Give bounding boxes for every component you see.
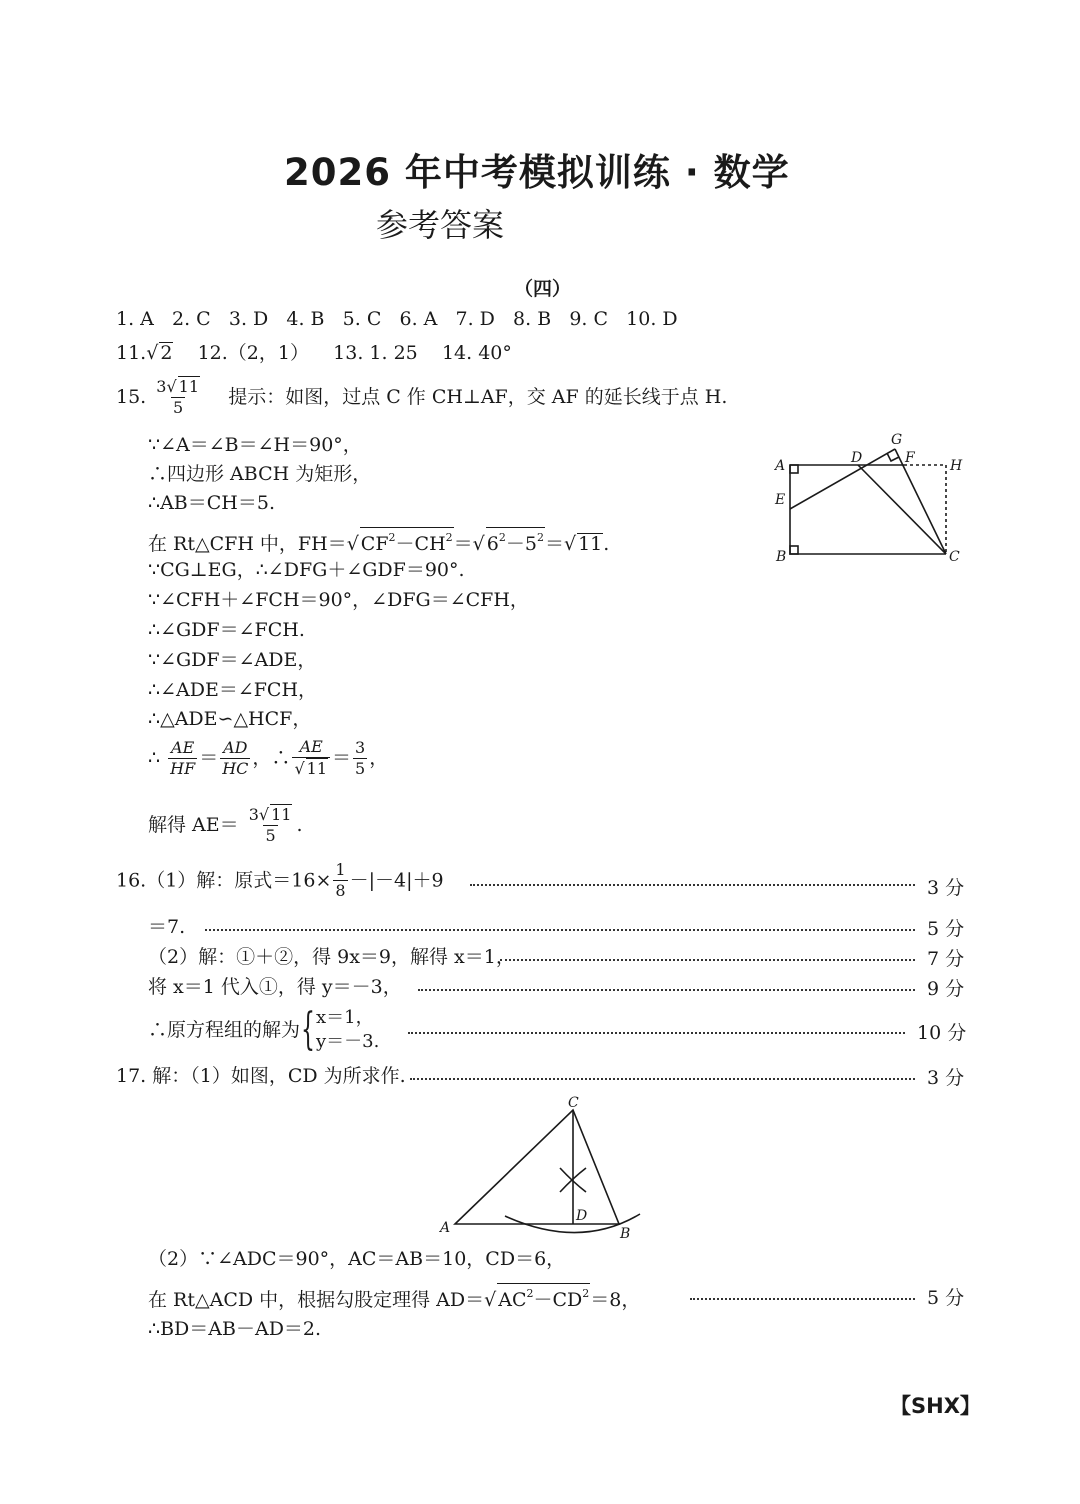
q15-line-5: ∵CG⊥EG，∴∠DFG＋∠GDF＝90°. — [148, 559, 465, 581]
q17-line-1: 17. 解：（1）如图，CD 为所求作. — [116, 1065, 406, 1087]
q15-line-2: ∴四边形 ABCH 为矩形， — [148, 463, 372, 485]
q16-line-4: 将 x＝1 代入①，得 y＝－3， — [148, 976, 402, 998]
fig17-label-d: D — [576, 1208, 588, 1224]
q15-line-9: ∴∠ADE＝∠FCH， — [148, 679, 318, 701]
q15-figure — [760, 425, 980, 575]
q16-score-2: 5 分 — [927, 918, 965, 940]
choice-answer: 8. B — [513, 308, 552, 330]
q15-line-8: ∵∠GDF＝∠ADE， — [148, 649, 317, 671]
choice-answer: 7. D — [455, 308, 495, 330]
q15-header — [116, 376, 727, 418]
section-label: （四） — [514, 278, 572, 300]
page-subtitle: 参考答案 — [376, 206, 505, 244]
q17-line-4: ∴BD＝AB－AD＝2. — [148, 1318, 322, 1340]
q17-line-3: 在 Rt△ACD 中，根据勾股定理得 AD＝√ $AC^2-CD^2=8$， — [148, 1283, 640, 1313]
choice-answer: 10. D — [626, 308, 678, 330]
footer-code: 【SHX】 — [890, 1394, 981, 1418]
q16-line-5: ∴原方程组的解为{ x＝1， y＝－3. — [148, 1004, 380, 1055]
fig15-label-a: A — [775, 458, 786, 474]
choice-answer: 9. C — [569, 308, 609, 330]
q16-line-3: （2）解：①＋②，得 9x＝9，解得 x＝1， — [148, 946, 515, 968]
fig15-label-c: C — [949, 549, 960, 565]
system-eq-1: x＝1， — [316, 1007, 374, 1028]
q17-figure — [430, 1090, 650, 1240]
q17-dots-1 — [410, 1078, 915, 1080]
q15-line-6: ∵∠CFH＋∠FCH＝90°，∠DFG＝∠CFH， — [148, 589, 529, 611]
q17-line-2: （2）∵∠ADC＝90°，AC＝AB＝10，CD＝6， — [148, 1248, 566, 1270]
fig17-label-c: C — [568, 1095, 579, 1111]
q16-score-1: 3 分 — [927, 877, 965, 899]
q16-score-3: 7 分 — [927, 948, 965, 970]
q16-line-1: 16.（1）解：原式＝16× $\frac{1}{8}$ －|－4|＋9 — [116, 860, 444, 900]
q15-line-1: ∵∠A＝∠B＝∠H＝90°， — [148, 434, 362, 456]
choice-answer: 3. D — [228, 308, 269, 330]
fig15-label-e: E — [775, 492, 786, 508]
choice-answer: 1. A — [116, 308, 154, 330]
fig17-label-b: B — [620, 1226, 631, 1240]
q16-score-5: 10 分 — [917, 1022, 967, 1044]
q16-dots-5 — [408, 1032, 905, 1034]
page-title: 2026 年中考模拟训练 · 数学 — [284, 151, 790, 194]
q16-dots-3 — [500, 959, 915, 961]
q16-dots-4 — [418, 989, 915, 991]
q15-hint: 提示：如图，过点 C 作 CH⊥AF，交 AF 的延长线于点 H. — [228, 386, 728, 408]
q16-score-4: 9 分 — [927, 978, 965, 1000]
q17-score-1: 3 分 — [927, 1067, 965, 1089]
q15-line-10: ∴△ADE∽△HCF， — [148, 708, 312, 730]
q12-answer: 12.（2，1） — [197, 342, 309, 364]
fig15-label-h: H — [950, 458, 963, 474]
q11-value: 2 — [160, 342, 173, 364]
system-eq-2: y＝－3. — [316, 1031, 380, 1052]
choice-answer: 6. A — [399, 308, 438, 330]
q15-line-3: ∴AB＝CH＝5. — [148, 492, 276, 514]
q15-line-12: 解得 AE＝ $\frac{3√ 11}{5}$ . — [148, 805, 303, 845]
q11-number: 11. — [116, 342, 147, 364]
fig15-label-g: G — [891, 432, 903, 448]
choice-answer: 5. C — [342, 308, 382, 330]
fig15-label-b: B — [776, 549, 787, 565]
system-brace: { — [301, 1004, 316, 1055]
q16-dots-2 — [205, 929, 915, 931]
q17-score-3: 5 分 — [927, 1287, 965, 1309]
q15-line-11: ∴ $\frac{AE}{HF}$ ＝ $\frac{AD}{HC}$ ，∴ $\frac{AE}{√ 11}$ ＝ $\frac{3}{5}$ ， — [148, 737, 389, 778]
choice-answers-row — [116, 306, 678, 332]
q15-answer-fraction: $\frac{3√ 11}{5}$ — [156, 377, 200, 417]
fig15-label-f: F — [905, 450, 915, 466]
q14-answer: 14. 40° — [441, 342, 512, 364]
fig17-label-a: A — [440, 1220, 451, 1236]
q15-number: 15. — [116, 386, 147, 408]
q17-dots-3 — [690, 1298, 915, 1300]
choice-answer: 4. B — [286, 308, 325, 330]
q15-line-4: 在 Rt△CFH 中，FH＝√ $CF^2-CH^2=√$ $6^2-5^2=√$ 11. — [148, 527, 609, 557]
fill-answers-row: 11.√ 2 12.（2，1） 13. 1. 25 14. 40° — [116, 342, 512, 364]
q16-line-2: ＝7. — [148, 916, 186, 938]
choice-answer: 2. C — [172, 308, 211, 330]
q15-line-7: ∴∠GDF＝∠FCH. — [148, 619, 305, 641]
q13-answer: 13. 1. 25 — [333, 342, 418, 364]
fig15-label-d: D — [851, 450, 863, 466]
q16-dots-1 — [470, 884, 915, 886]
